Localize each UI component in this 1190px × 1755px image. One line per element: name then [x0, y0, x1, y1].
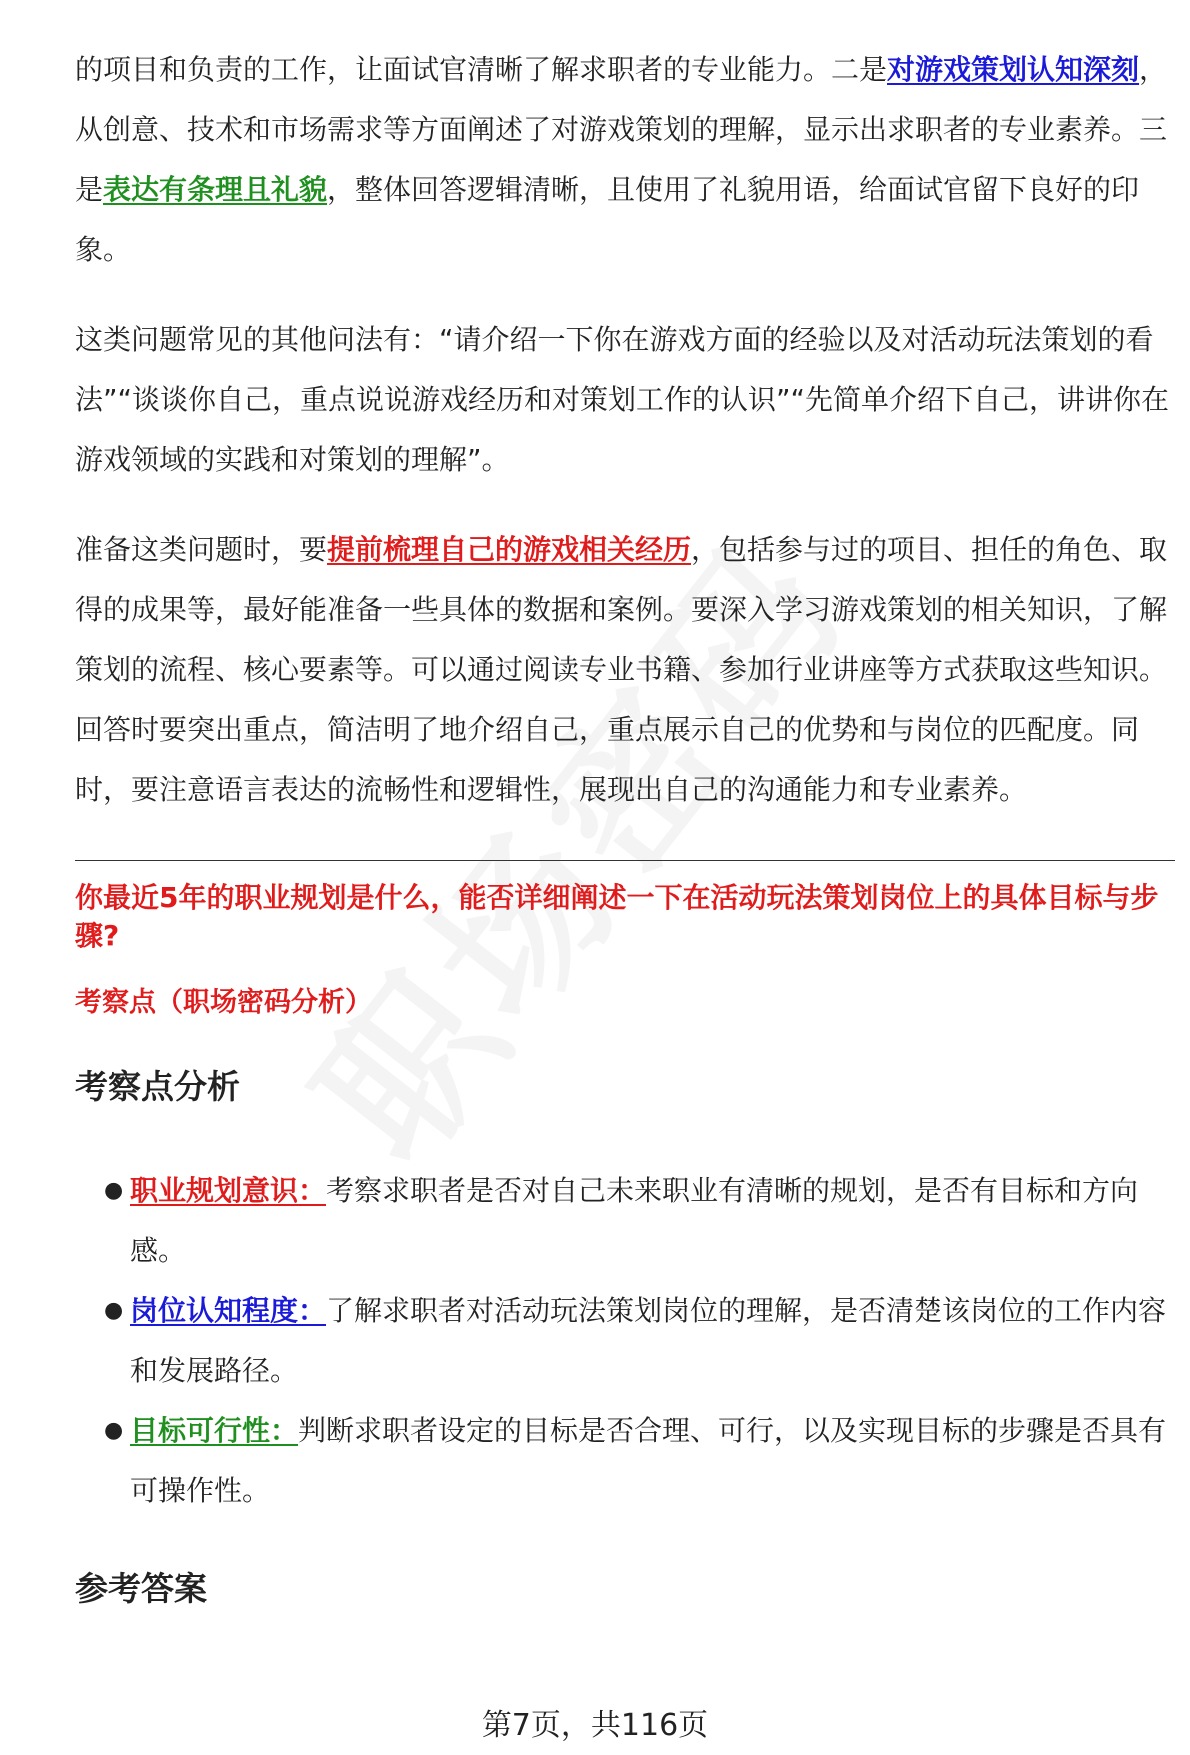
section-subheading: 考察点（职场密码分析）: [75, 987, 372, 1018]
section-divider: [75, 860, 1175, 861]
analysis-points-list: [75, 1161, 1175, 1521]
point-label: 岗位认知程度：: [130, 1294, 327, 1327]
list-item: [104, 1281, 1175, 1401]
point-text: 了解求职者对活动玩法策划岗位的理解，是否清楚该岗位的工作内容和发展路径。: [130, 1294, 1167, 1387]
point-label: 目标可行性：: [130, 1414, 299, 1447]
answer-heading: 参考答案: [75, 1569, 207, 1608]
page-content: [75, 40, 1175, 1613]
paragraph-alt-questions: 这类问题常见的其他问法有：“请介绍一下你在游戏方面的经验以及对活动玩法策划的看法”“谈谈你自己，重点说说游戏经历和对策划工作的认识”“先简单介绍下自己，讲讲你在游戏领域的实践和对策划的理解”。: [75, 323, 1170, 476]
highlight-expression: 表达有条理且礼貌: [103, 173, 328, 206]
paragraph-strengths: 的项目和负责的工作，让面试官清晰了解求职者的专业能力。二是对游戏策划认知深刻，从创意、技术和市场需求等方面阐述了对游戏策划的理解，显示出求职者的专业素养。三是表达有条理且礼貌，整体回答逻辑清晰，且使用了礼貌用语，给面试官留下良好的印象。: [75, 53, 1168, 266]
point-label: 职业规划意识：: [130, 1174, 327, 1207]
question-title: 你最近5年的职业规划是什么，能否详细阐述一下在活动玩法策划岗位上的具体目标与步骤?: [75, 881, 1159, 952]
analysis-heading: 考察点分析: [75, 1067, 240, 1106]
point-text: 考察求职者是否对自己未来职业有清晰的规划，是否有目标和方向感。: [130, 1174, 1139, 1267]
highlight-experience: 提前梳理自己的游戏相关经历: [327, 533, 692, 566]
page-footer: 第7页，共116页: [481, 1708, 709, 1743]
point-text: 判断求职者设定的目标是否合理、可行，以及实现目标的步骤是否具有可操作性。: [130, 1414, 1167, 1507]
paragraph-preparation: 准备这类问题时，要提前梳理自己的游戏相关经历，包括参与过的项目、担任的角色、取得的成果等，最好能准备一些具体的数据和案例。要深入学习游戏策划的相关知识，了解策划的流程、核心要素等。可以通过阅读专业书籍、参加行业讲座等方式获取这些知识。回答时要突出重点，简洁明了地介绍自己，重点展示自己的优势和与岗位的匹配度。同时，要注意语言表达的流畅性和逻辑性，展现出自己的沟通能力和专业素养。: [75, 533, 1168, 806]
highlight-cognition: 对游戏策划认知深刻: [887, 53, 1140, 86]
list-item: [104, 1161, 1175, 1281]
bullet-icon: ●: [104, 1298, 124, 1323]
bullet-icon: ●: [104, 1178, 124, 1203]
bullet-icon: ●: [104, 1418, 124, 1443]
list-item: [104, 1401, 1175, 1521]
